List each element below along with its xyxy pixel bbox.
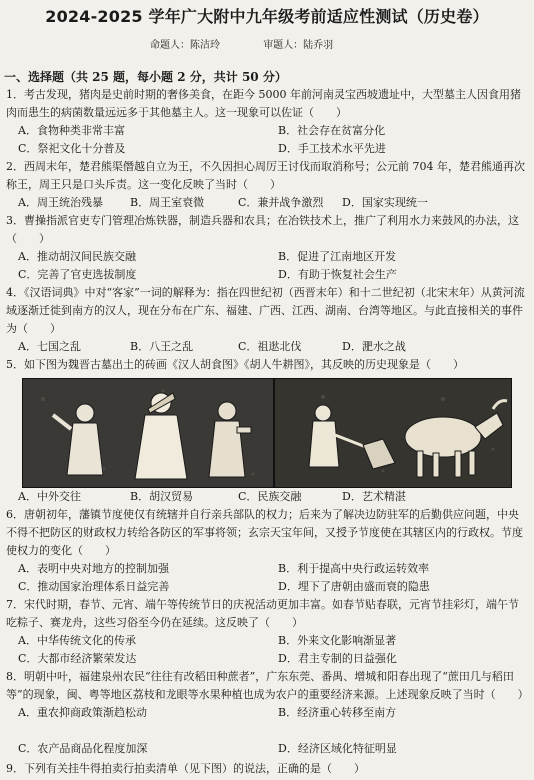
option-a[interactable]: A．七国之乱: [18, 340, 81, 353]
question-3: [6, 212, 526, 284]
question-stem: 7．宋代时期，春节、元宵、端午等传统节日的庆祝活动更加丰富。如春节贴春联，元宵节挂彩灯，端午节吃粽子、赛龙舟，这些习俗至今仍在延续。这反映了（ ）: [6, 598, 519, 629]
option-c[interactable]: C．完善了官吏选拔制度: [18, 268, 137, 281]
option-b[interactable]: B．利于提高中央行政运转效率: [278, 562, 430, 575]
option-d[interactable]: D．艺术精湛: [342, 490, 406, 503]
option-d[interactable]: D．埋下了唐朝由盛而衰的隐患: [278, 580, 430, 593]
options-row: [6, 578, 526, 596]
brick-painting-figure: [22, 378, 512, 488]
option-d[interactable]: D．君主专制的日益强化: [278, 652, 397, 665]
option-a[interactable]: A．周王统治残暴: [18, 196, 103, 209]
option-d[interactable]: D．淝水之战: [342, 340, 406, 353]
options-row: [6, 338, 526, 356]
options-row: [6, 248, 526, 266]
question-6: [6, 506, 526, 596]
options-row: [6, 650, 526, 668]
option-d[interactable]: D．经济区域化特征明显: [278, 742, 397, 755]
reviewer-name: 审题人：陆乔羽: [263, 40, 334, 51]
options-row: [6, 740, 526, 758]
options-row: [6, 704, 526, 722]
question-1: [6, 86, 526, 158]
option-d[interactable]: D．有助于恢复社会生产: [278, 268, 397, 281]
option-b[interactable]: B．促进了江南地区开发: [278, 250, 397, 263]
option-b[interactable]: B．外来文化影响渐显著: [278, 634, 397, 647]
options-row: [6, 488, 526, 506]
options-row: [6, 140, 526, 158]
authors-line: [150, 36, 373, 51]
question-9: [6, 760, 526, 778]
setter-name: 命题人：陈洁玲: [150, 40, 220, 51]
exam-title: 2024-2025 学年广大附中九年级考前适应性测试（历史卷）: [45, 7, 489, 26]
option-c[interactable]: C．祭祀文化十分普及: [18, 142, 126, 155]
question-7: [6, 596, 526, 668]
options-row: [6, 632, 526, 650]
question-stem: 3．曹操指派官吏专门管理冶炼铁器，制造兵器和农具；在冶铁技术上，推广了利用水力来鼓风的办法，这（ ）: [6, 214, 519, 245]
option-c[interactable]: C．大都市经济繁荣发达: [18, 652, 137, 665]
option-b[interactable]: B．胡汉贸易: [130, 490, 194, 503]
option-b[interactable]: B．周王室衰微: [130, 196, 205, 209]
question-stem: 2．西周末年，楚君熊渠僭越自立为王，不久因担心周厉王讨伐而取消称号；公元前 704 年，楚君熊通再次称王，周王只是口头斥责。这一变化反映了当时（ ）: [6, 160, 525, 191]
option-d[interactable]: D．手工技术水平先进: [278, 142, 386, 155]
options-row: [6, 122, 526, 140]
option-c[interactable]: C．民族交融: [238, 490, 302, 503]
option-d[interactable]: D．国家实现统一: [342, 196, 428, 209]
question-8-options-2: [6, 740, 526, 758]
question-4: [6, 284, 526, 356]
question-5-options: [6, 488, 526, 506]
question-stem: 1．考古发现，猪肉是史前时期的奢侈美食，在距今 5000 年前河南灵宝西坡遗址中，大型墓主人因食用猪肉而患生的病菌数量远远多于其他墓主人。这一现象可以佐证（ ）: [6, 88, 521, 119]
options-row: [6, 266, 526, 284]
option-c[interactable]: C．祖逖北伐: [238, 340, 302, 353]
option-b[interactable]: B．社会存在贫富分化: [278, 124, 386, 137]
option-a[interactable]: A．表明中央对地方的控制加强: [18, 562, 169, 575]
question-stem: 5．如下图为魏晋古墓出土的砖画《汉人胡食图》《胡人牛耕图》，其反映的历史现象是（ ）: [6, 358, 464, 371]
brick-painting-svg: [23, 379, 511, 487]
question-stem: 6．唐朝初年，藩镇节度使仅有统辖并自行亲兵部队的权力；后来为了解决边防驻军的后勤供应问题，中央不得不把防区的财政权力转给各防区的军事将领；玄宗天宝年间，又授予节度使在其辖区内的行政权。节度使权力的变化（ ）: [6, 508, 523, 557]
section-heading: 一、选择题（共 25 题，每小题 2 分，共计 50 分）: [4, 70, 287, 84]
option-c[interactable]: C．农产品商品化程度加深: [18, 742, 148, 755]
question-2: [6, 158, 526, 212]
option-a[interactable]: A．中外交往: [18, 490, 81, 503]
question-stem: 8．明朝中叶，福建泉州农民“往往有改稻田种蔗者”，广东东莞、番禺、增城和阳春出现了“蔗田几与稻田等”的现象，闽、粤等地区荔枝和龙眼等水果种植也成为农户的重要经济来源。上述现象反映了当时（ ）: [6, 670, 529, 701]
option-a[interactable]: A．重农抑商政策渐趋松动: [18, 706, 147, 719]
option-a[interactable]: A．食物种类非常丰富: [18, 124, 125, 137]
question-5: [6, 356, 526, 374]
option-b[interactable]: B．八王之乱: [130, 340, 194, 353]
options-row: [6, 560, 526, 578]
option-a[interactable]: A．中华传统文化的传承: [18, 634, 136, 647]
question-8: [6, 668, 529, 722]
options-row: [6, 194, 526, 212]
option-c[interactable]: C．兼并战争激烈: [238, 196, 324, 209]
option-b[interactable]: B．经济重心转移至南方: [278, 706, 397, 719]
question-stem: 9．下列有关挂牛得拍卖行拍卖清单（见下图）的说法，正确的是（ ）: [6, 762, 365, 775]
question-stem: 4．《汉语词典》中对“客家”一词的解释为：指在四世纪初（西晋末年）和十二世纪初（北宋末年）从黄河流域逐渐迁徙到南方的汉人，现在分布在广东、福建、广西、江西、湖南、台湾等地区。与此直接相关的事件为（ ）: [6, 286, 525, 335]
option-c[interactable]: C．推动国家治理体系日益完善: [18, 580, 170, 593]
option-a[interactable]: A．推动胡汉间民族交融: [18, 250, 136, 263]
